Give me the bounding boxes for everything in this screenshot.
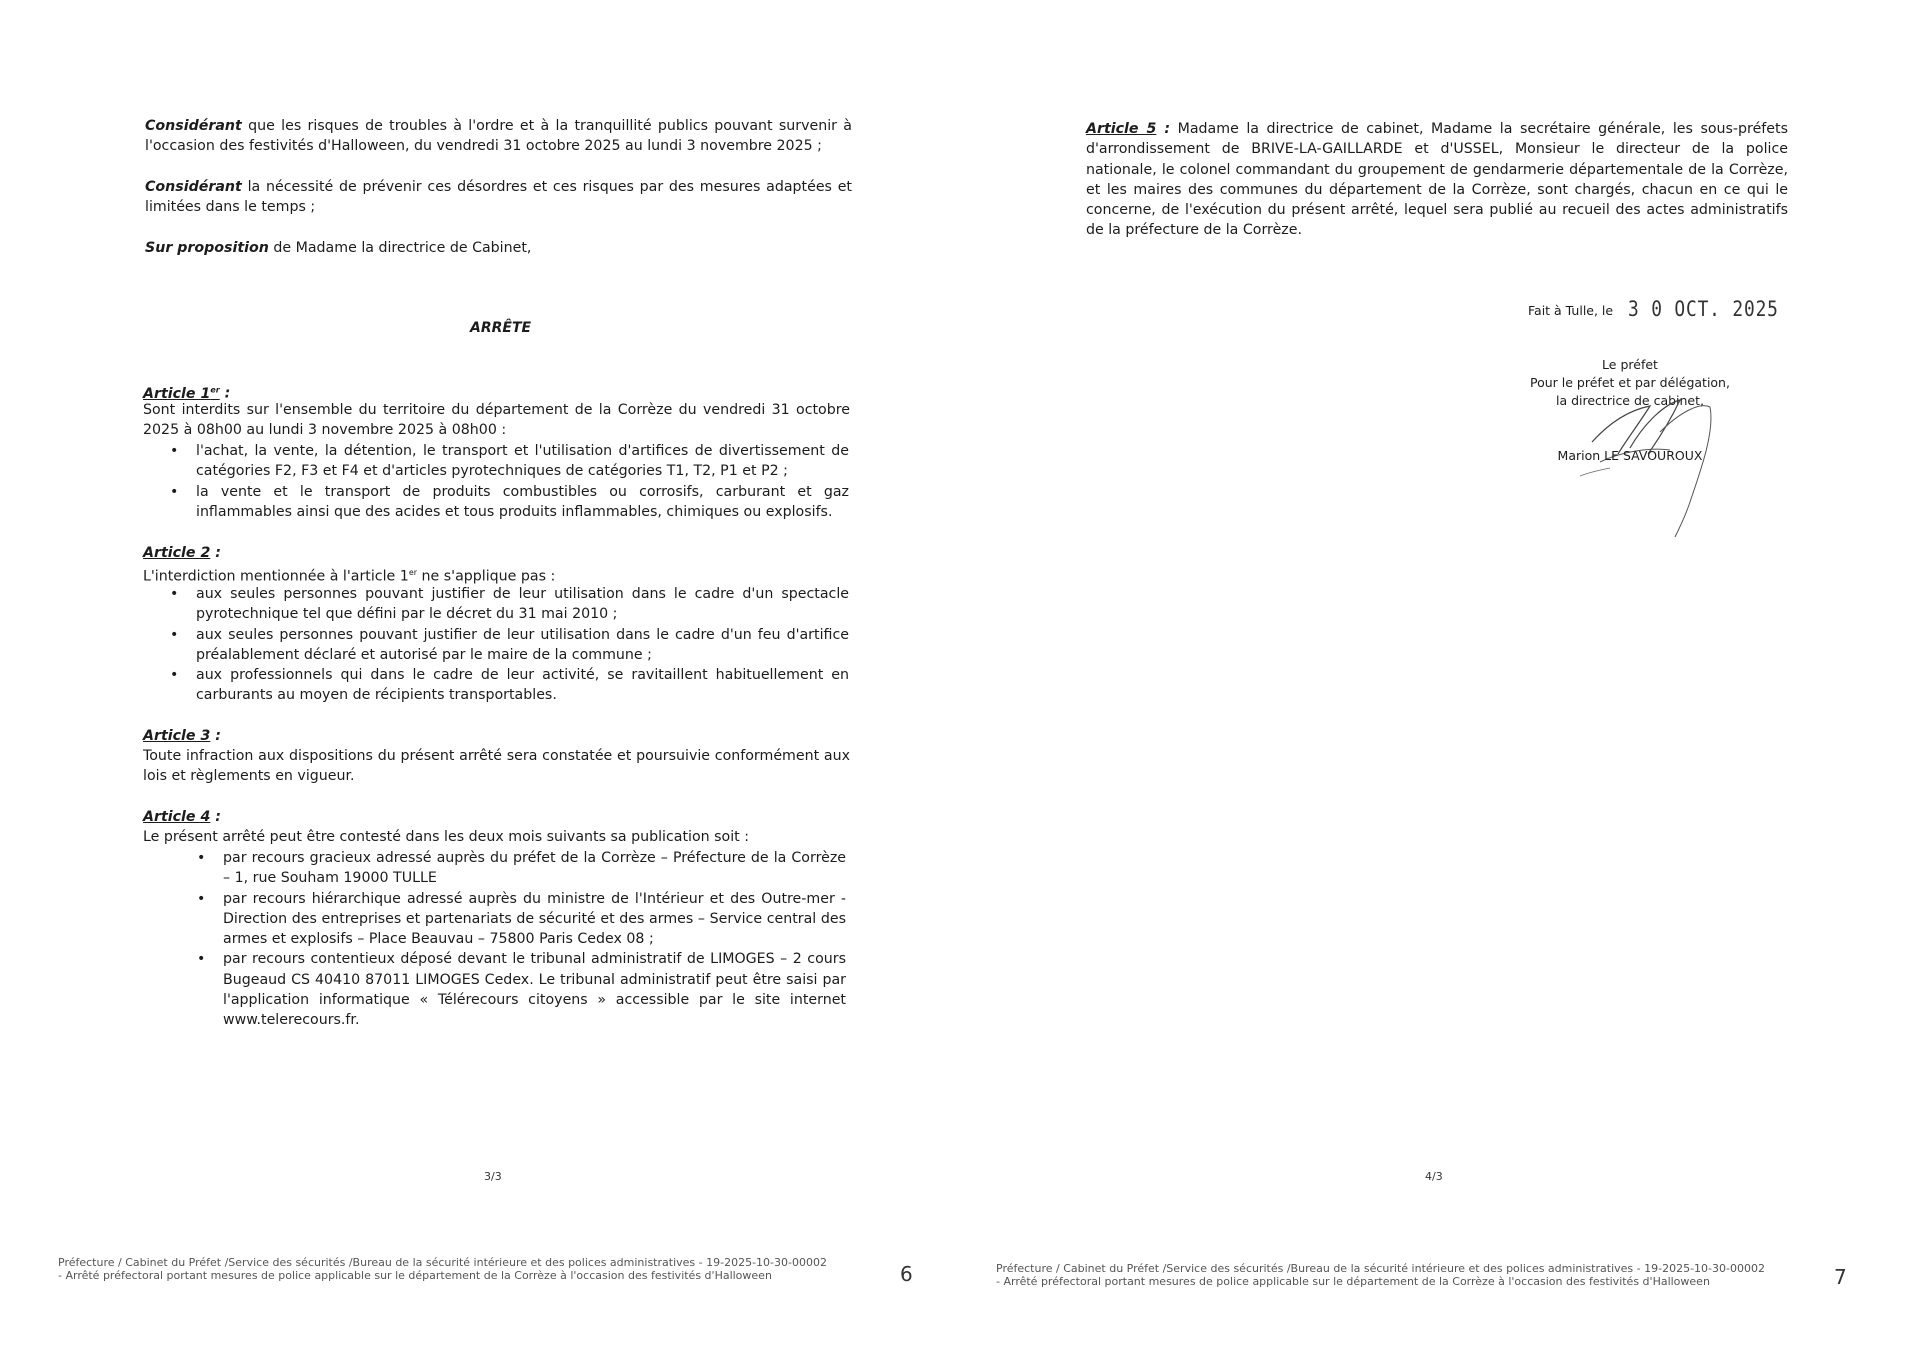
list-item: • par recours contentieux déposé devant le tribunal administratif de LIMOGES – 2 cours Bugeaud CS 40410 87011 LIMOGES Cedex. Le tribunal administratif peut être saisi par l'application informatique « Télérecours citoyens » accessible par le site internet www.telerecours.fr.: [223, 949, 846, 1030]
article-title-sup: er: [210, 385, 220, 394]
proposition-text: de Madame la directrice de Cabinet,: [273, 240, 532, 256]
list-item: • par recours hiérarchique adressé auprès du ministre de l'Intérieur et des Outre-mer - Direction des entreprises et partenariats de sécurité et des armes – Service central des armes et explosifs – Place Beauvau – 75800 Paris Cedex 08 ;: [223, 889, 846, 950]
article-1-intro: Sont interdits sur l'ensemble du territoire du département de la Corrèze du vendredi 31 octobre 2025 à 08h00 au lundi 3 novembre 2025 à 08h00 :: [143, 402, 850, 439]
list-item: • aux seules personnes pouvant justifier de leur utilisation dans le cadre d'un feu d'artifice préalablement déclaré et autorisé par le maire de la commune ;: [196, 625, 849, 666]
date-stamp: 3 0 OCT. 2025: [1628, 297, 1779, 321]
article-title-text: Article 5: [1086, 121, 1157, 137]
list-item: • la vente et le transport de produits combustibles ou corrosifs, carburant et gaz inflammables ainsi que des acides et tous produits inflammables, chimiques ou explosifs.: [196, 482, 849, 523]
fait-a-label: Fait à Tulle, le: [1528, 303, 1614, 318]
article-2-intro-part: ne s'applique pas :: [417, 568, 556, 585]
list-item: • par recours gracieux adressé auprès du préfet de la Corrèze – Préfecture de la Corrèze – 1, rue Souham 19000 TULLE: [223, 848, 846, 889]
article-4-intro: Le présent arrêté peut être contesté dans les deux mois suivants sa publication soit :: [143, 829, 750, 845]
footer-page-number: 6: [900, 1262, 913, 1286]
footer-page-number: 7: [1834, 1265, 1847, 1289]
article-title-text: Article 4: [143, 809, 211, 825]
article-2-intro-part: L'interdiction mentionnée à l'article 1: [143, 568, 409, 585]
signature-line-2: Pour le préfet et par délégation,: [1530, 375, 1730, 390]
article-title-text: Article 3: [143, 728, 211, 744]
article-2-title: [143, 543, 221, 563]
considerant-paragraph-1: [145, 116, 852, 157]
article-3-text: Toute infraction aux dispositions du présent arrêté sera constatée et poursuivie conformément aux lois et règlements en vigueur.: [143, 748, 850, 785]
article-title-colon: :: [210, 809, 221, 825]
page-number: 4/3: [1425, 1170, 1443, 1183]
considerant-label: Considérant: [145, 179, 242, 195]
signature-line-3: la directrice de cabinet,: [1555, 393, 1705, 408]
article-title-text: Article 1: [143, 385, 211, 402]
article-2-intro-sup: er: [408, 568, 418, 577]
article-title-colon: :: [210, 728, 221, 744]
page-footer: Préfecture / Cabinet du Préfet /Service des sécurités /Bureau de la sécurité intérieure et des polices administratives - 19-2025-10-30-00002 - Arrêté préfectoral portant mesures de police applicable sur le département de la Corrèze à l'occasion des festivités d'Halloween: [996, 1263, 1765, 1288]
page-footer: Préfecture / Cabinet du Préfet /Service des sécurités /Bureau de la sécurité intérieure et des polices administratives - 19-2025-10-30-00002 - Arrêté préfectoral portant mesures de police applicable sur le département de la Corrèze à l'occasion des festivités d'Halloween: [58, 1257, 827, 1282]
considerant-text: que les risques de troubles à l'ordre et à la tranquillité publics pouvant survenir à l'occasion des festivités d'Halloween, du vendredi 31 octobre 2025 au lundi 3 novembre 2025 ;: [145, 118, 852, 155]
arrete-heading: ARRÊTE: [470, 320, 532, 336]
list-item: • aux seules personnes pouvant justifier de leur utilisation dans le cadre d'un spectacle pyrotechnique tel que défini par le décret du 31 mai 2010 ;: [196, 584, 849, 625]
article-title-colon: :: [219, 385, 231, 402]
article-3-title: [143, 726, 221, 746]
article-5-paragraph: [1086, 119, 1788, 241]
article-5-text: Madame la directrice de cabinet, Madame la secrétaire générale, les sous-préfets d'arrondissement de BRIVE-LA-GAILLARDE et d'USSEL, Monsieur le directeur de la police nationale, le colonel commandant du groupement de gendarmerie départementale de la Corrèze, et les maires des communes du département de la Corrèze, sont chargés, chacun en ce qui le concerne, de l'exécution du présent arrêté, lequel sera publié au recueil des actes administratifs de la préfecture de la Corrèze.: [1086, 121, 1788, 239]
article-4-title: [143, 807, 221, 827]
proposition-paragraph: [145, 238, 852, 258]
article-1-list: [196, 441, 849, 522]
handwritten-signature: [1570, 392, 1730, 542]
proposition-label: Sur proposition: [145, 240, 269, 256]
list-item: • l'achat, la vente, la détention, le transport et l'utilisation d'artifices de divertissement de catégories F2, F3 et F4 et d'articles pyrotechniques de catégories T1, T2, P1 et P2 ;: [196, 441, 849, 482]
signatory-name: Marion LE SAVOUROUX: [1557, 448, 1703, 463]
article-4-list: [223, 848, 846, 1031]
article-2-list: [196, 584, 849, 706]
article-title-colon: :: [1156, 121, 1171, 137]
considerant-label: Considérant: [145, 118, 242, 134]
signature-line-1: Le préfet: [1602, 357, 1658, 372]
document-page-right: [960, 0, 1920, 1357]
considerant-paragraph-2: [145, 177, 852, 218]
article-title-colon: :: [210, 545, 221, 561]
list-item: • aux professionnels qui dans le cadre de leur activité, se ravitaillent habituellement en carburants au moyen de récipients transportables.: [196, 665, 849, 706]
page-number: 3/3: [484, 1170, 502, 1183]
considerant-text: la nécessité de prévenir ces désordres et ces risques par des mesures adaptées et limitées dans le temps ;: [145, 179, 852, 216]
article-title-text: Article 2: [143, 545, 211, 561]
